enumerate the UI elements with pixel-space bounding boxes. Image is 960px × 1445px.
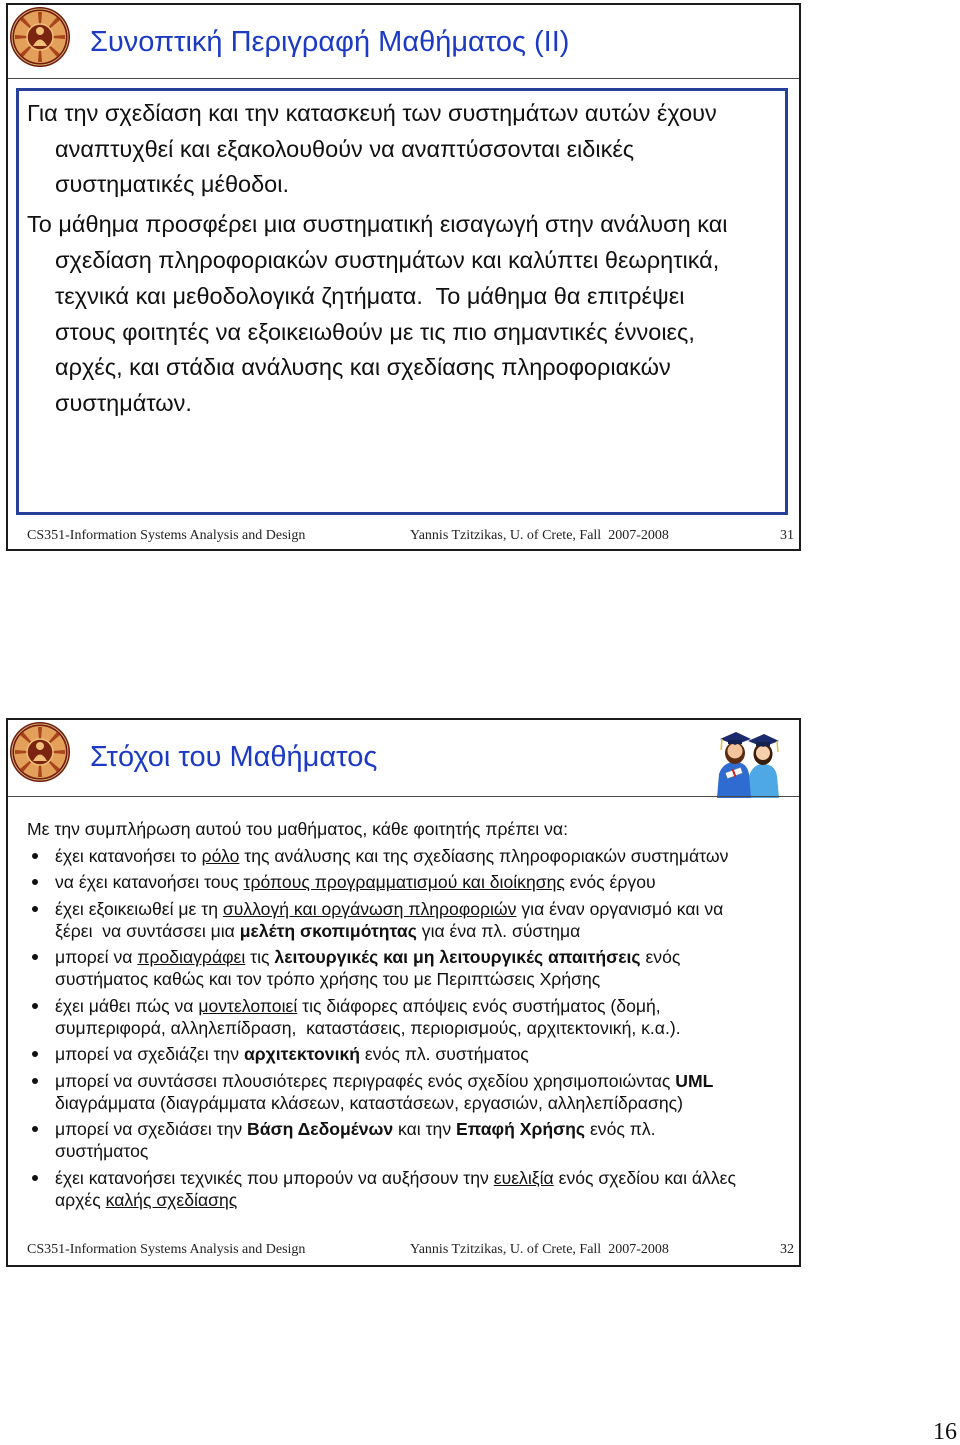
- underlined-term: ρόλο: [201, 846, 240, 866]
- slide-32: [6, 718, 801, 1267]
- graduate-right: [747, 734, 779, 798]
- header-divider: [8, 796, 799, 797]
- text-segment: ενός έργου: [564, 872, 656, 892]
- underlined-term: καλής σχεδίασης: [105, 1190, 238, 1210]
- text-segment: έχει κατανοήσει το: [55, 846, 202, 866]
- text-segment: έχει κατανοήσει τεχνικές που μπορούν να αυξήσουν την: [55, 1168, 494, 1188]
- objective-line: [55, 1017, 681, 1039]
- underlined-term: ευελιξία: [493, 1168, 554, 1188]
- underlined-term: προδιαγράφει: [137, 947, 246, 967]
- page-number: 16: [933, 1419, 957, 1445]
- slide-number: 32: [780, 1242, 794, 1257]
- objectives-intro: Με την συμπλήρωση αυτού του μαθήματος, κάθε φοιτητής πρέπει να:: [27, 819, 568, 839]
- objective-line: [55, 845, 728, 867]
- paragraph-line: Το μάθημα προσφέρει μια συστηματική εισαγωγή στην ανάλυση και: [27, 211, 728, 237]
- text-segment: συμπεριφορά, αλληλεπίδραση, καταστάσεις, περιορισμούς, αρχιτεκτονική, κ.α.).: [55, 1018, 681, 1038]
- bullet-marker: [32, 1051, 38, 1057]
- text-segment: να έχει κατανοήσει τους: [55, 872, 244, 892]
- text-segment: ξέρει να συντάσσει μια: [55, 921, 240, 941]
- text-segment: μπορεί να: [55, 947, 138, 967]
- objective-line: [55, 1118, 656, 1140]
- footer-author: Yannis Tzitzikas, U. of Crete, Fall 2007-2008: [410, 1242, 669, 1257]
- paragraph-line: Για την σχεδίαση και την κατασκευή των συστημάτων αυτών έχουν: [27, 100, 717, 126]
- text-segment: τις διάφορες απόψεις ενός συστήματος (δομή,: [297, 996, 661, 1016]
- bullet-marker: [32, 1175, 38, 1181]
- text-segment: μπορεί να συντάσσει πλουσιότερες περιγραφές ενός σχεδίου χρησιμοποιώντας: [55, 1071, 676, 1091]
- bullet-marker: [32, 1078, 38, 1084]
- text-segment: ενός πλ.: [585, 1119, 656, 1139]
- bold-term: λειτουργικές και μη λειτουργικές απαιτήσεις: [274, 947, 641, 967]
- footer-course: CS351-Information Systems Analysis and Design: [27, 1242, 306, 1257]
- bullet-marker: [32, 1003, 38, 1009]
- text-segment: έχει εξοικειωθεί με τη: [55, 899, 223, 919]
- bold-term: μελέτη σκοπιμότητας: [239, 921, 417, 941]
- text-segment: και την: [393, 1119, 456, 1139]
- underlined-term: τρόπους προγραμματισμού και διοίκησης: [243, 872, 565, 892]
- bold-term: Επαφή Χρήσης: [456, 1119, 586, 1139]
- objective-item: [55, 946, 680, 990]
- paragraph-line: συστημάτων.: [55, 390, 192, 416]
- paragraph-line: στους φοιτητές να εξοικειωθούν με τις πιο σημαντικές έννοιες,: [55, 319, 695, 345]
- text-segment: έχει μάθει πώς να: [55, 996, 199, 1016]
- objective-line: [55, 1070, 713, 1092]
- footer-author: Yannis Tzitzikas, U. of Crete, Fall 2007-2008: [410, 528, 669, 543]
- slide-number: 31: [780, 528, 794, 543]
- underlined-term: συλλογή και οργάνωση πληροφοριών: [222, 899, 517, 919]
- paragraph-line: συστηματικές μέθοδοι.: [55, 171, 289, 197]
- objective-item: [55, 1118, 656, 1162]
- objective-item: [55, 995, 681, 1039]
- text-segment: για ένα πλ. σύστημα: [416, 921, 581, 941]
- slide-title: Στόχοι του Μαθήματος: [90, 741, 378, 773]
- objective-item: [55, 871, 656, 893]
- objective-line: [55, 995, 681, 1017]
- bullet-marker: [32, 879, 38, 885]
- objective-line: [55, 898, 723, 920]
- objective-item: [55, 898, 723, 942]
- text-segment: συστήματος καθώς και τον τρόπο χρήσης του με Περιπτώσεις Χρήσης: [55, 969, 601, 989]
- text-segment: συστήματος: [55, 1141, 149, 1161]
- graduate-left: [717, 732, 751, 798]
- objective-line: [55, 1092, 713, 1114]
- text-segment: διαγράμματα (διαγράμματα κλάσεων, καταστάσεων, εργασιών, αλληλεπίδρασης): [55, 1093, 683, 1113]
- header-divider: [8, 78, 799, 79]
- objective-item: [55, 1070, 713, 1114]
- slide-31: [6, 3, 801, 551]
- text-segment: αρχές: [55, 1190, 106, 1210]
- objective-line: [55, 946, 680, 968]
- objective-item: [55, 845, 728, 867]
- university-logo-icon: [9, 6, 71, 68]
- university-logo-icon: [9, 721, 71, 783]
- objective-line: [55, 1043, 529, 1065]
- objective-line: [55, 968, 680, 990]
- objective-line: [55, 871, 656, 893]
- bullet-marker: [32, 906, 38, 912]
- paragraph-line: σχεδίαση πληροφοριακών συστημάτων και καλύπτει θεωρητικά,: [55, 247, 720, 273]
- bold-term: UML: [675, 1071, 714, 1091]
- text-segment: μπορεί να σχεδιάζει την: [55, 1044, 244, 1064]
- content-box: [16, 88, 788, 515]
- footer-course: CS351-Information Systems Analysis and Design: [27, 528, 306, 543]
- underlined-term: μοντελοποιεί: [198, 996, 298, 1016]
- objective-line: [55, 1140, 656, 1162]
- bullet-marker: [32, 1126, 38, 1132]
- slide-title: Συνοπτική Περιγραφή Μαθήματος (II): [90, 26, 570, 58]
- text-segment: της ανάλυσης και της σχεδίασης πληροφοριακών συστημάτων: [239, 846, 729, 866]
- text-segment: μπορεί να σχεδιάσει την: [55, 1119, 248, 1139]
- text-segment: τις: [245, 947, 275, 967]
- text-segment: ενός πλ. συστήματος: [360, 1044, 529, 1064]
- objective-line: [55, 1189, 736, 1211]
- objective-item: [55, 1043, 529, 1065]
- objective-line: [55, 920, 723, 942]
- text-segment: για έναν οργανισμό και να: [516, 899, 724, 919]
- paragraph-line: αρχές, και στάδια ανάλυσης και σχεδίασης πληροφοριακών: [55, 354, 671, 380]
- paragraph-line: αναπτυχθεί και εξακολουθούν να αναπτύσσονται ειδικές: [55, 136, 635, 162]
- paragraph-line: τεχνικά και μεθοδολογικά ζητήματα. Το μάθημα θα επιτρέψει: [55, 283, 685, 309]
- objective-item: [55, 1167, 736, 1211]
- text-segment: ενός: [640, 947, 681, 967]
- bullet-marker: [32, 853, 38, 859]
- objective-line: [55, 1167, 736, 1189]
- text-segment: ενός σχεδίου και άλλες: [553, 1168, 736, 1188]
- bold-term: Βάση Δεδομένων: [247, 1119, 394, 1139]
- graduates-clipart-icon: [713, 724, 783, 798]
- bold-term: αρχιτεκτονική: [243, 1044, 361, 1064]
- bullet-marker: [32, 954, 38, 960]
